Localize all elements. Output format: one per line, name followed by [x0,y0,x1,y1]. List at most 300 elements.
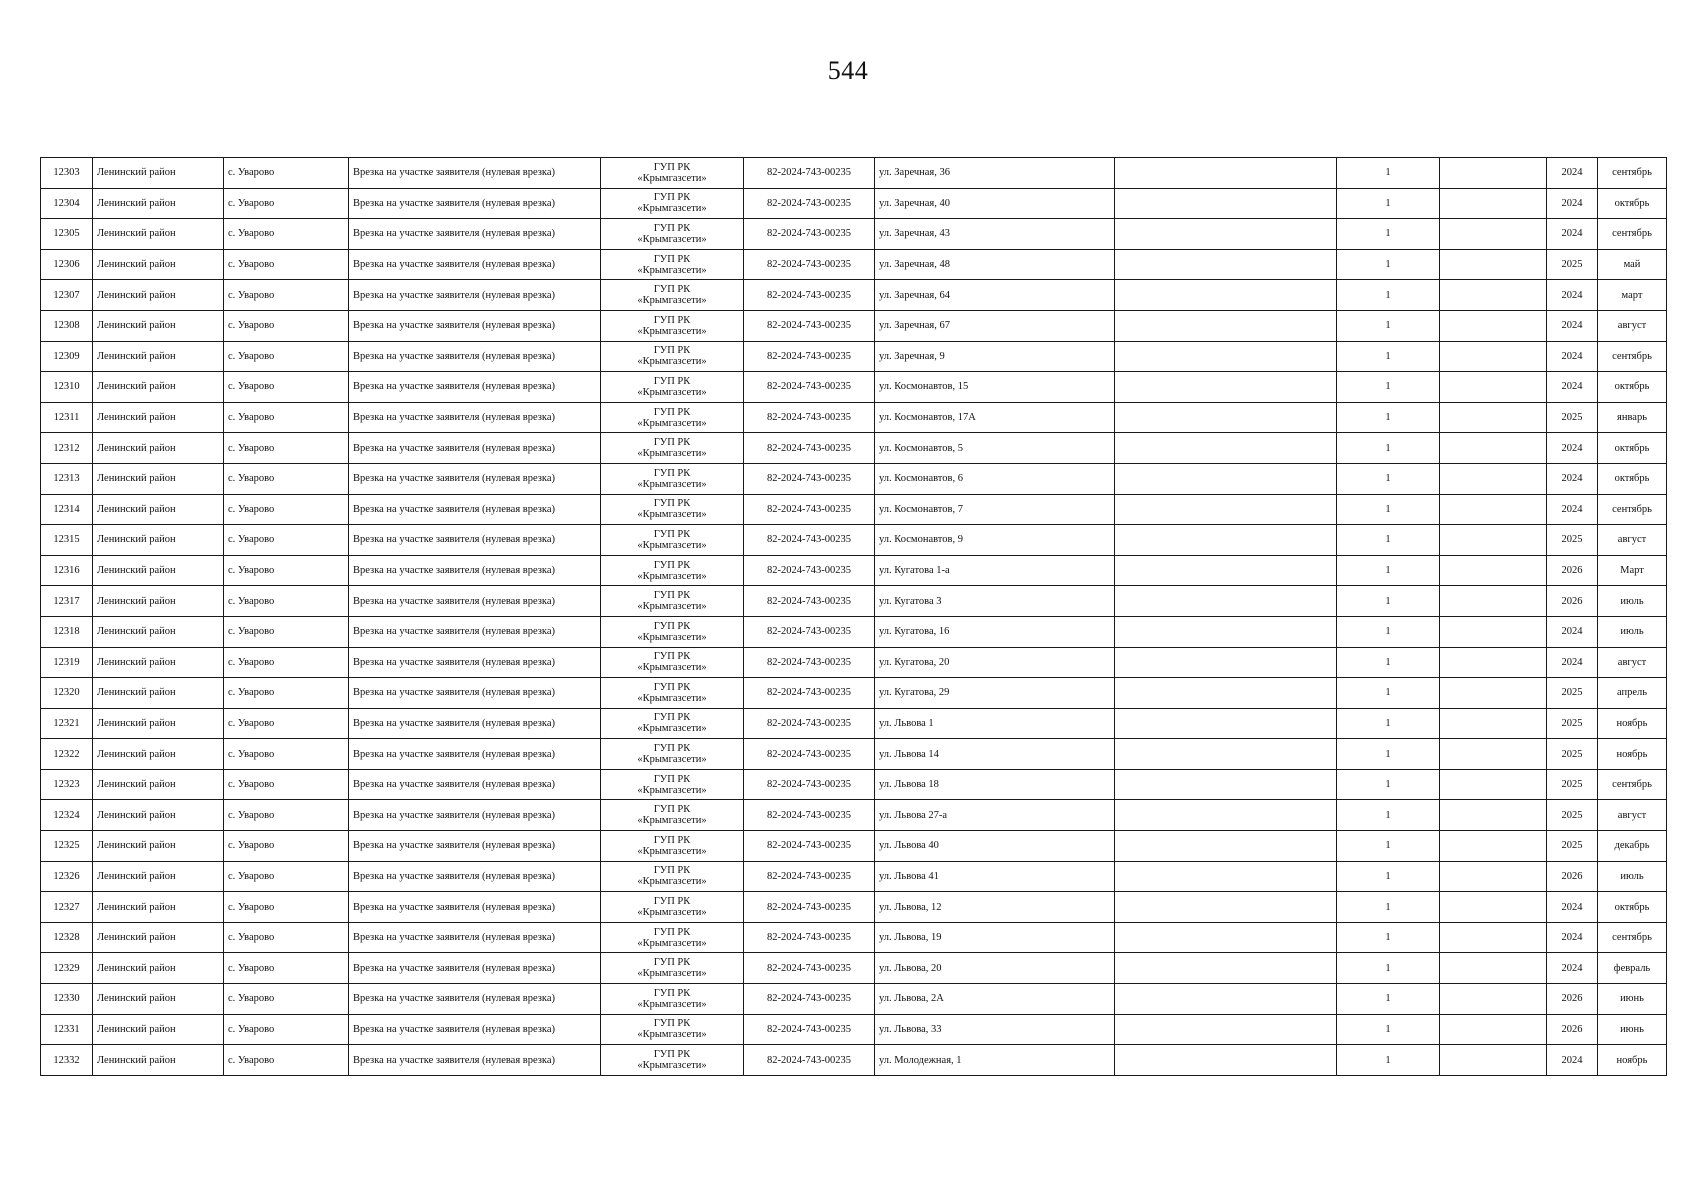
cell-work-type: Врезка на участке заявителя (нулевая врезка) [349,158,601,189]
cell-month: февраль [1598,953,1667,984]
cell-organization [601,647,744,678]
organization-line-1: ГУП РК [653,528,691,540]
organization-line-2: «Крымгазсети» [637,968,707,980]
cell-empty [1440,341,1547,372]
cell-address: ул. Заречная, 36 [875,158,1115,189]
cell-year: 2024 [1547,372,1598,403]
cell-quantity: 1 [1337,922,1440,953]
cell-organization [601,831,744,862]
cell-work-type: Врезка на участке заявителя (нулевая врезка) [349,219,601,250]
cell-district: Ленинский район [93,188,224,219]
cell-district: Ленинский район [93,433,224,464]
cell-month: ноябрь [1598,1045,1667,1076]
cell-settlement: с. Уварово [224,708,349,739]
cell-program-code: 82-2024-743-00235 [744,678,875,709]
cell-settlement: с. Уварово [224,555,349,586]
cell-quantity: 1 [1337,341,1440,372]
cell-number: 12305 [41,219,93,250]
cell-settlement: с. Уварово [224,463,349,494]
cell-program-code: 82-2024-743-00235 [744,586,875,617]
organization-line-2: «Крымгазсети» [637,1060,707,1072]
cell-empty [1115,892,1337,923]
cell-work-type: Врезка на участке заявителя (нулевая врезка) [349,831,601,862]
table-row [41,769,1667,800]
cell-quantity: 1 [1337,310,1440,341]
table-row [41,494,1667,525]
cell-address: ул. Кугатова 1-а [875,555,1115,586]
cell-address: ул. Космонавтов, 7 [875,494,1115,525]
cell-organization [601,922,744,953]
organization-line-2: «Крымгазсети» [637,417,707,429]
cell-empty [1115,647,1337,678]
organization-line-2: «Крымгазсети» [637,784,707,796]
cell-address: ул. Заречная, 48 [875,249,1115,280]
cell-year: 2026 [1547,984,1598,1015]
cell-year: 2024 [1547,1045,1598,1076]
cell-settlement: с. Уварово [224,249,349,280]
cell-work-type: Врезка на участке заявителя (нулевая врезка) [349,616,601,647]
cell-empty [1440,861,1547,892]
cell-year: 2024 [1547,310,1598,341]
organization-line-1: ГУП РК [653,865,691,877]
cell-number: 12311 [41,402,93,433]
cell-district: Ленинский район [93,616,224,647]
cell-year: 2026 [1547,586,1598,617]
cell-settlement: с. Уварово [224,616,349,647]
cell-organization [601,708,744,739]
cell-program-code: 82-2024-743-00235 [744,280,875,311]
cell-district: Ленинский район [93,739,224,770]
cell-empty [1440,922,1547,953]
organization-line-2: «Крымгазсети» [637,692,707,704]
cell-empty [1440,433,1547,464]
cell-month: октябрь [1598,372,1667,403]
cell-quantity: 1 [1337,1045,1440,1076]
cell-district: Ленинский район [93,402,224,433]
cell-program-code: 82-2024-743-00235 [744,494,875,525]
cell-empty [1440,678,1547,709]
cell-program-code: 82-2024-743-00235 [744,341,875,372]
cell-district: Ленинский район [93,341,224,372]
cell-organization [601,341,744,372]
organization-line-1: ГУП РК [653,253,691,265]
cell-number: 12303 [41,158,93,189]
cell-empty [1115,800,1337,831]
cell-settlement: с. Уварово [224,678,349,709]
cell-empty [1115,739,1337,770]
cell-empty [1115,861,1337,892]
table-row [41,1014,1667,1045]
cell-quantity: 1 [1337,953,1440,984]
cell-number: 12322 [41,739,93,770]
cell-district: Ленинский район [93,586,224,617]
cell-address: ул. Львова, 33 [875,1014,1115,1045]
cell-settlement: с. Уварово [224,494,349,525]
cell-quantity: 1 [1337,525,1440,556]
cell-settlement: с. Уварово [224,402,349,433]
cell-address: ул. Львова, 20 [875,953,1115,984]
cell-month: апрель [1598,678,1667,709]
cell-work-type: Врезка на участке заявителя (нулевая врезка) [349,494,601,525]
cell-empty [1440,188,1547,219]
cell-address: ул. Космонавтов, 15 [875,372,1115,403]
cell-address: ул. Кугатова 3 [875,586,1115,617]
cell-organization [601,463,744,494]
cell-address: ул. Космонавтов, 5 [875,433,1115,464]
cell-quantity: 1 [1337,739,1440,770]
cell-organization [601,433,744,464]
cell-work-type: Врезка на участке заявителя (нулевая врезка) [349,1014,601,1045]
cell-empty [1440,586,1547,617]
cell-empty [1115,678,1337,709]
cell-number: 12310 [41,372,93,403]
cell-program-code: 82-2024-743-00235 [744,433,875,464]
cell-quantity: 1 [1337,463,1440,494]
table-row [41,525,1667,556]
cell-settlement: с. Уварово [224,647,349,678]
organization-line-1: ГУП РК [653,620,691,632]
cell-quantity: 1 [1337,280,1440,311]
cell-year: 2025 [1547,402,1598,433]
cell-settlement: с. Уварово [224,310,349,341]
cell-work-type: Врезка на участке заявителя (нулевая врезка) [349,433,601,464]
table-row [41,280,1667,311]
cell-year: 2024 [1547,494,1598,525]
cell-number: 12313 [41,463,93,494]
cell-settlement: с. Уварово [224,739,349,770]
table-row [41,800,1667,831]
organization-line-1: ГУП РК [653,222,691,234]
organization-line-2: «Крымгазсети» [637,937,707,949]
table-row [41,739,1667,770]
cell-settlement: с. Уварово [224,984,349,1015]
organization-line-1: ГУП РК [653,161,691,173]
cell-number: 12314 [41,494,93,525]
table-row [41,708,1667,739]
table-row [41,372,1667,403]
organization-line-1: ГУП РК [653,957,691,969]
cell-year: 2024 [1547,219,1598,250]
cell-empty [1440,249,1547,280]
cell-address: ул. Львова 41 [875,861,1115,892]
cell-organization [601,494,744,525]
cell-empty [1115,586,1337,617]
table-row [41,647,1667,678]
cell-empty [1440,372,1547,403]
cell-number: 12331 [41,1014,93,1045]
cell-address: ул. Львова 18 [875,769,1115,800]
cell-district: Ленинский район [93,555,224,586]
organization-line-1: ГУП РК [653,896,691,908]
cell-program-code: 82-2024-743-00235 [744,708,875,739]
cell-settlement: с. Уварово [224,586,349,617]
organization-line-1: ГУП РК [653,406,691,418]
cell-month: август [1598,647,1667,678]
cell-empty [1115,463,1337,494]
cell-organization [601,984,744,1015]
organization-line-1: ГУП РК [653,773,691,785]
cell-empty [1115,372,1337,403]
cell-quantity: 1 [1337,647,1440,678]
cell-address: ул. Львова 14 [875,739,1115,770]
organization-line-2: «Крымгазсети» [637,723,707,735]
organization-line-2: «Крымгазсети» [637,876,707,888]
cell-address: ул. Молодежная, 1 [875,1045,1115,1076]
cell-address: ул. Космонавтов, 17А [875,402,1115,433]
cell-organization [601,310,744,341]
cell-work-type: Врезка на участке заявителя (нулевая врезка) [349,188,601,219]
cell-settlement: с. Уварово [224,800,349,831]
cell-empty [1440,800,1547,831]
cell-address: ул. Заречная, 40 [875,188,1115,219]
cell-organization [601,953,744,984]
cell-month: декабрь [1598,831,1667,862]
cell-empty [1115,249,1337,280]
cell-settlement: с. Уварово [224,433,349,464]
cell-district: Ленинский район [93,831,224,862]
cell-empty [1115,1045,1337,1076]
cell-organization [601,188,744,219]
cell-year: 2025 [1547,678,1598,709]
cell-address: ул. Львова, 12 [875,892,1115,923]
cell-month: сентябрь [1598,922,1667,953]
cell-quantity: 1 [1337,831,1440,862]
organization-line-1: ГУП РК [653,743,691,755]
table-row [41,616,1667,647]
cell-empty [1115,616,1337,647]
cell-month: июнь [1598,1014,1667,1045]
cell-empty [1115,494,1337,525]
cell-month: июль [1598,586,1667,617]
cell-program-code: 82-2024-743-00235 [744,984,875,1015]
cell-organization [601,892,744,923]
cell-year: 2024 [1547,158,1598,189]
cell-organization [601,861,744,892]
cell-quantity: 1 [1337,678,1440,709]
cell-empty [1115,1014,1337,1045]
cell-empty [1115,525,1337,556]
cell-work-type: Врезка на участке заявителя (нулевая врезка) [349,402,601,433]
cell-settlement: с. Уварово [224,1045,349,1076]
cell-settlement: с. Уварово [224,831,349,862]
cell-number: 12318 [41,616,93,647]
cell-organization [601,525,744,556]
cell-program-code: 82-2024-743-00235 [744,158,875,189]
cell-work-type: Врезка на участке заявителя (нулевая врезка) [349,555,601,586]
cell-organization [601,402,744,433]
cell-number: 12330 [41,984,93,1015]
cell-empty [1440,831,1547,862]
organization-line-2: «Крымгазсети» [637,295,707,307]
cell-program-code: 82-2024-743-00235 [744,463,875,494]
cell-work-type: Врезка на участке заявителя (нулевая врезка) [349,739,601,770]
cell-number: 12316 [41,555,93,586]
cell-year: 2024 [1547,341,1598,372]
table-row [41,984,1667,1015]
cell-empty [1440,310,1547,341]
organization-line-2: «Крымгазсети» [637,662,707,674]
cell-number: 12307 [41,280,93,311]
cell-empty [1115,922,1337,953]
cell-settlement: с. Уварово [224,953,349,984]
cell-quantity: 1 [1337,219,1440,250]
organization-line-1: ГУП РК [653,712,691,724]
table-row [41,188,1667,219]
cell-month: март [1598,280,1667,311]
organization-line-1: ГУП РК [653,590,691,602]
cell-empty [1115,280,1337,311]
cell-quantity: 1 [1337,708,1440,739]
cell-settlement: с. Уварово [224,280,349,311]
cell-work-type: Врезка на участке заявителя (нулевая врезка) [349,953,601,984]
cell-empty [1440,280,1547,311]
cell-empty [1440,1014,1547,1045]
organization-line-2: «Крымгазсети» [637,325,707,337]
cell-month: июнь [1598,984,1667,1015]
cell-number: 12309 [41,341,93,372]
cell-year: 2026 [1547,1014,1598,1045]
cell-settlement: с. Уварово [224,158,349,189]
cell-address: ул. Кугатова, 29 [875,678,1115,709]
cell-quantity: 1 [1337,586,1440,617]
cell-district: Ленинский район [93,984,224,1015]
organization-line-1: ГУП РК [653,437,691,449]
cell-district: Ленинский район [93,892,224,923]
cell-number: 12332 [41,1045,93,1076]
cell-settlement: с. Уварово [224,922,349,953]
cell-empty [1440,463,1547,494]
cell-number: 12312 [41,433,93,464]
table-row [41,892,1667,923]
cell-quantity: 1 [1337,800,1440,831]
cell-quantity: 1 [1337,494,1440,525]
cell-organization [601,158,744,189]
cell-empty [1440,1045,1547,1076]
organization-line-1: ГУП РК [653,1049,691,1061]
table-row [41,341,1667,372]
table-row [41,219,1667,250]
cell-district: Ленинский район [93,219,224,250]
cell-address: ул. Львова 27-а [875,800,1115,831]
organization-line-2: «Крымгазсети» [637,172,707,184]
cell-address: ул. Заречная, 64 [875,280,1115,311]
cell-program-code: 82-2024-743-00235 [744,525,875,556]
cell-district: Ленинский район [93,463,224,494]
cell-settlement: с. Уварово [224,188,349,219]
cell-quantity: 1 [1337,1014,1440,1045]
organization-line-2: «Крымгазсети» [637,448,707,460]
register-table-body [41,158,1667,1076]
cell-year: 2024 [1547,616,1598,647]
cell-empty [1440,494,1547,525]
cell-work-type: Врезка на участке заявителя (нулевая врезка) [349,525,601,556]
organization-line-2: «Крымгазсети» [637,386,707,398]
cell-empty [1115,984,1337,1015]
cell-settlement: с. Уварово [224,525,349,556]
cell-organization [601,372,744,403]
cell-month: ноябрь [1598,708,1667,739]
cell-program-code: 82-2024-743-00235 [744,739,875,770]
cell-year: 2024 [1547,463,1598,494]
cell-year: 2024 [1547,433,1598,464]
organization-line-2: «Крымгазсети» [637,478,707,490]
cell-empty [1115,831,1337,862]
cell-district: Ленинский район [93,372,224,403]
table-row [41,861,1667,892]
register-table [40,157,1667,1076]
organization-line-2: «Крымгазсети» [637,907,707,919]
cell-number: 12329 [41,953,93,984]
table-row [41,158,1667,189]
cell-empty [1115,555,1337,586]
cell-organization [601,800,744,831]
cell-month: октябрь [1598,463,1667,494]
cell-organization [601,280,744,311]
table-row [41,831,1667,862]
cell-empty [1440,953,1547,984]
organization-line-1: ГУП РК [653,834,691,846]
cell-settlement: с. Уварово [224,341,349,372]
cell-year: 2025 [1547,739,1598,770]
cell-district: Ленинский район [93,525,224,556]
cell-work-type: Врезка на участке заявителя (нулевая врезка) [349,708,601,739]
cell-empty [1440,158,1547,189]
cell-program-code: 82-2024-743-00235 [744,831,875,862]
cell-empty [1440,739,1547,770]
organization-line-2: «Крымгазсети» [637,998,707,1010]
table-row [41,586,1667,617]
cell-month: Март [1598,555,1667,586]
cell-number: 12304 [41,188,93,219]
cell-number: 12326 [41,861,93,892]
organization-line-1: ГУП РК [653,314,691,326]
cell-organization [601,678,744,709]
cell-organization [601,586,744,617]
cell-address: ул. Львова 40 [875,831,1115,862]
cell-quantity: 1 [1337,861,1440,892]
cell-program-code: 82-2024-743-00235 [744,1014,875,1045]
cell-district: Ленинский район [93,647,224,678]
cell-work-type: Врезка на участке заявителя (нулевая врезка) [349,861,601,892]
cell-month: сентябрь [1598,769,1667,800]
cell-month: июль [1598,616,1667,647]
cell-month: октябрь [1598,188,1667,219]
cell-organization [601,769,744,800]
cell-number: 12328 [41,922,93,953]
cell-quantity: 1 [1337,402,1440,433]
cell-organization [601,555,744,586]
cell-program-code: 82-2024-743-00235 [744,249,875,280]
cell-quantity: 1 [1337,188,1440,219]
cell-number: 12325 [41,831,93,862]
cell-district: Ленинский район [93,678,224,709]
cell-month: август [1598,525,1667,556]
cell-month: октябрь [1598,892,1667,923]
cell-year: 2026 [1547,861,1598,892]
cell-quantity: 1 [1337,892,1440,923]
cell-year: 2025 [1547,708,1598,739]
cell-work-type: Врезка на участке заявителя (нулевая врезка) [349,280,601,311]
cell-district: Ленинский район [93,1014,224,1045]
cell-quantity: 1 [1337,433,1440,464]
cell-month: сентябрь [1598,158,1667,189]
organization-line-1: ГУП РК [653,651,691,663]
organization-line-2: «Крымгазсети» [637,233,707,245]
cell-work-type: Врезка на участке заявителя (нулевая врезка) [349,922,601,953]
organization-line-2: «Крымгазсети» [637,539,707,551]
cell-number: 12324 [41,800,93,831]
cell-month: январь [1598,402,1667,433]
